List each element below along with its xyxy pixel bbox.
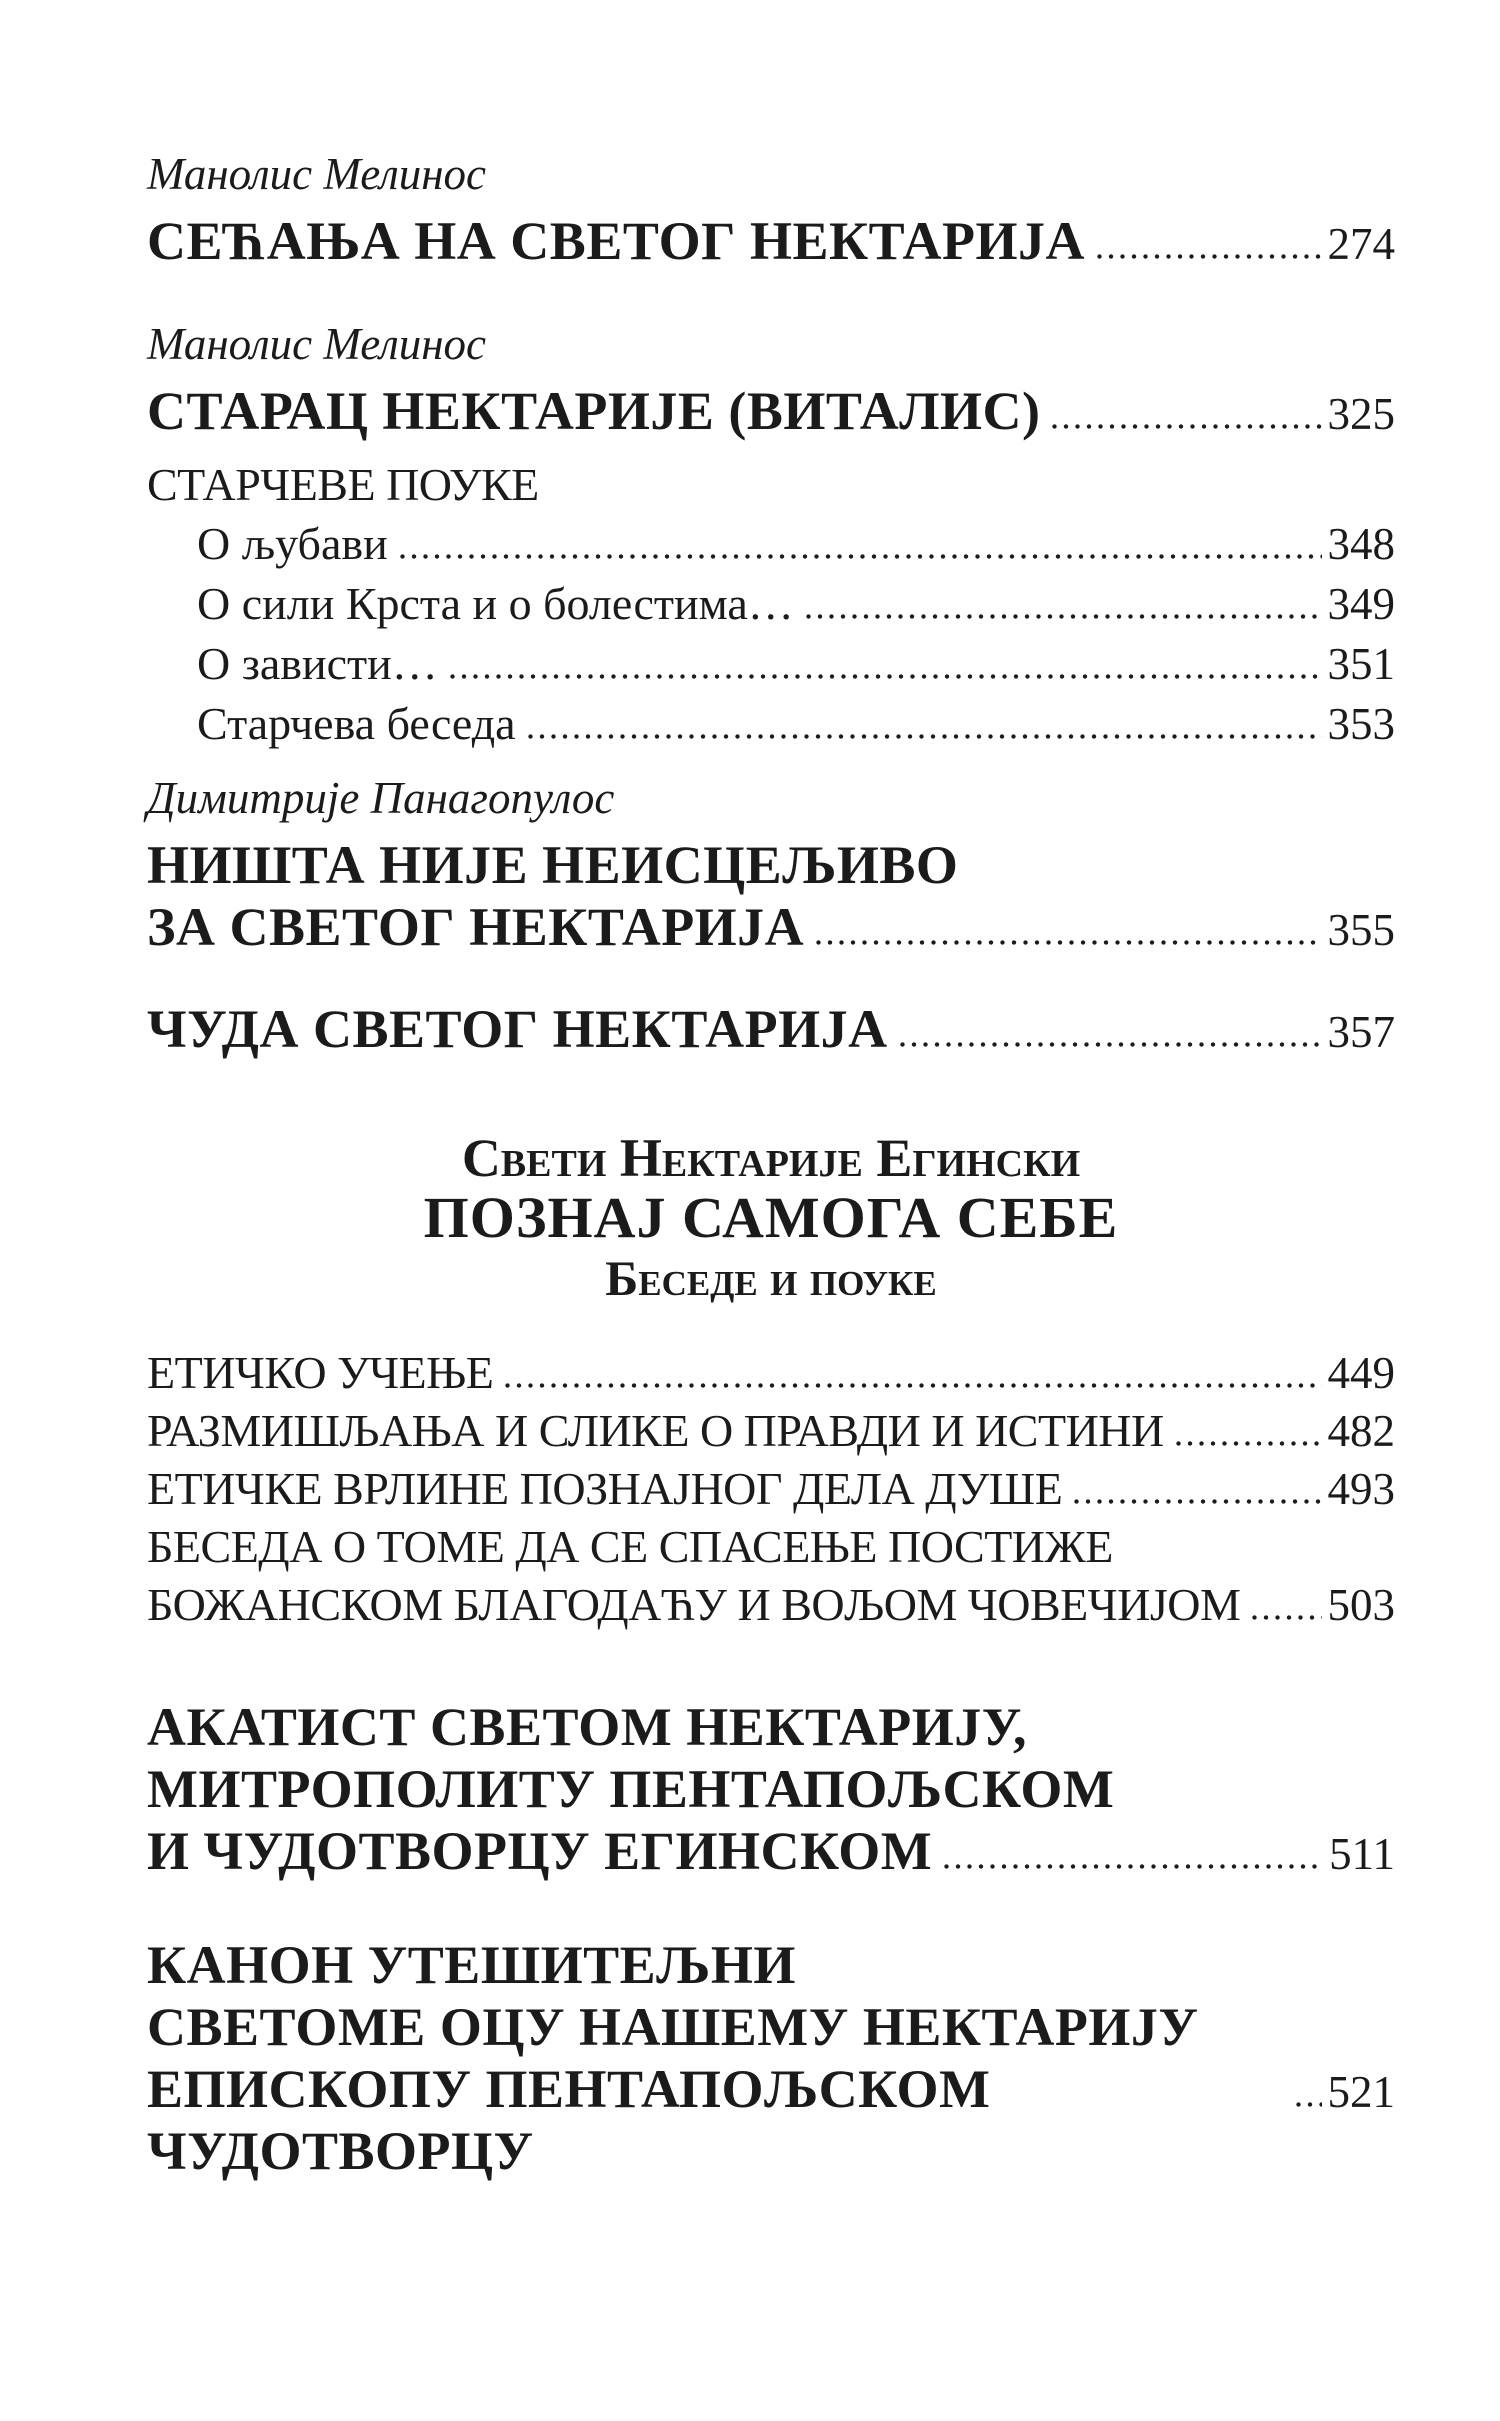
toc-entry-title: И ЧУДОТВОРЦУ ЕГИНСКОМ (147, 1821, 933, 1881)
toc-entry (147, 694, 1395, 754)
toc-page-number: 355 (1327, 905, 1395, 955)
toc-entry (147, 1696, 1395, 1882)
toc-entry (147, 148, 1395, 272)
toc-page-number: 348 (1327, 519, 1395, 569)
toc-page-number: 353 (1327, 699, 1395, 749)
toc-entry-title: МИТРОПОЛИТУ ПЕНТАПОЉСКОМ (147, 1759, 1115, 1819)
toc-entry (147, 772, 1395, 958)
toc-entry-title: СТАРАЦ НЕКТАРИЈЕ (ВИТАЛИС) (147, 381, 1041, 441)
toc-entry-title: О зависти… (197, 638, 438, 689)
book-title-block (147, 1130, 1395, 1306)
toc-entry-title: АКАТИСТ СВЕТОМ НЕКТАРИЈУ, (147, 1697, 1028, 1757)
toc-entry-title: ЕТИЧКО УЧЕЊЕ (147, 1347, 494, 1398)
toc-entry (147, 514, 1395, 574)
toc-dot-leader (816, 940, 1321, 945)
toc-entry-author: Димитрије Панагопулос (147, 773, 615, 823)
toc-entry-title: Старчева беседа (197, 698, 516, 749)
toc-entry (147, 1402, 1395, 1460)
toc-dot-leader (505, 1383, 1321, 1388)
toc-dot-leader (450, 674, 1322, 679)
toc-dot-leader (944, 1864, 1323, 1869)
toc-dot-leader (900, 1042, 1322, 1047)
toc-entry-title: ЕТИЧКЕ ВРЛИНЕ ПОЗНАЈНОГ ДЕЛА ДУШЕ (147, 1463, 1063, 1514)
toc-dot-leader (1097, 254, 1322, 259)
toc-dot-leader (806, 614, 1322, 619)
toc-page-number: 482 (1327, 1406, 1395, 1456)
toc-entry (147, 574, 1395, 634)
toc-page-number: 493 (1327, 1464, 1395, 1514)
book-title-heading: ПОЗНАЈ САМОГА СЕБЕ (423, 1185, 1119, 1250)
toc-page-number: 521 (1327, 2067, 1395, 2117)
toc-page-number: 357 (1327, 1007, 1395, 1057)
toc-page-number: 503 (1327, 1580, 1395, 1630)
toc-entry-title: БЕСЕДА О ТОМЕ ДА СЕ СПАСЕЊЕ ПОСТИЖЕ (147, 1521, 1113, 1572)
toc-dot-leader (1052, 424, 1321, 429)
toc-entry-title: РАЗМИШЉАЊА И СЛИКЕ О ПРАВДИ И ИСТИНИ (147, 1405, 1164, 1456)
toc-page-number: 325 (1327, 389, 1395, 439)
toc-entry (147, 998, 1395, 1060)
toc-entry-title: ЧУДА СВЕТОГ НЕКТАРИЈА (147, 999, 888, 1059)
toc-entry (147, 1460, 1395, 1518)
toc-dot-leader (1252, 1615, 1321, 1620)
book-author-heading: Свети Нектарије Егински (461, 1128, 1081, 1188)
book-subtitle-heading: Беседе и поуке (605, 1250, 937, 1306)
toc-entry (147, 456, 1395, 514)
toc-entry-title: НИШТА НИЈЕ НЕИСЦЕЉИВО (147, 835, 959, 895)
toc-entry-title: О љубави (197, 518, 388, 569)
toc-entry-title: БОЖАНСКОМ БЛАГОДАЋУ И ВОЉОМ ЧОВЕЧИЈОМ (147, 1579, 1241, 1630)
toc-page-number: 274 (1327, 219, 1395, 269)
toc-entry-title: СВЕТОМЕ ОЦУ НАШЕМУ НЕКТАРИЈУ (147, 1997, 1199, 2057)
toc-entry (147, 318, 1395, 442)
toc-entry-author: Манолис Мелинос (147, 319, 487, 369)
toc-entry-title: КАНОН УТЕШИТЕЉНИ (147, 1935, 796, 1995)
toc-page-number: 351 (1327, 639, 1395, 689)
toc-entry (147, 1344, 1395, 1402)
toc-page-number: 349 (1327, 579, 1395, 629)
toc-dot-leader (528, 734, 1322, 739)
toc-page-number: 449 (1327, 1348, 1395, 1398)
toc-entry-title: СЕЋАЊА НА СВЕТОГ НЕКТАРИЈА (147, 211, 1085, 271)
toc-entry-title: О сили Крста и о болестима… (197, 578, 794, 629)
toc-entry-title: СТАРЧЕВЕ ПОУКЕ (147, 459, 539, 510)
toc-dot-leader (1296, 2102, 1322, 2107)
toc-dot-leader (1074, 1499, 1321, 1504)
toc-entry (147, 1934, 1395, 2182)
toc-entry (147, 1518, 1395, 1634)
toc-entry-author: Манолис Мелинос (147, 149, 487, 199)
toc-page-number: 511 (1329, 1829, 1395, 1879)
toc-dot-leader (400, 554, 1322, 559)
toc-entry-title: ЗА СВЕТОГ НЕКТАРИЈА (147, 897, 805, 957)
table-of-contents (147, 148, 1395, 2182)
toc-dot-leader (1176, 1441, 1322, 1446)
toc-entry-title: ЕПИСКОПУ ПЕНТАПОЉСКОМ ЧУДОТВОРЦУ (147, 2059, 991, 2181)
toc-entry (147, 634, 1395, 694)
